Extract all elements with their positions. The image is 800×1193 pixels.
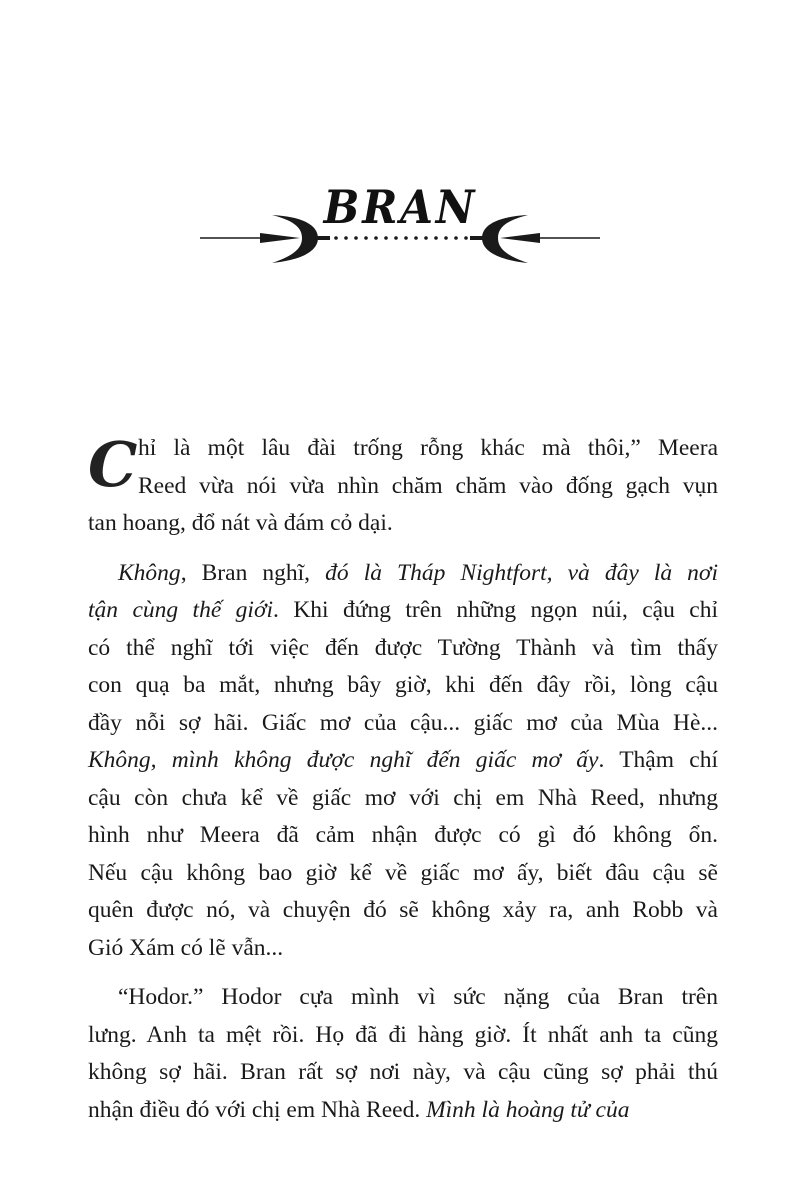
text-line — [88, 555, 718, 593]
drop-cap-letter: C — [88, 428, 138, 501]
text-segment: quên được nó, và chuyện đó sẽ không xảy ra, anh Robb và — [88, 897, 718, 923]
text-segment: lưng. Anh ta mệt rồi. Họ đã đi hàng giờ. Ít nhất anh ta cũng — [88, 1021, 718, 1048]
text-segment: tan hoang, đổ nát và đám cỏ dại. — [88, 510, 393, 536]
text-line — [88, 1092, 718, 1130]
italic-text: đó là Tháp Nightfort, và đây là nơi — [325, 559, 718, 586]
text-line — [88, 817, 718, 855]
text-line — [88, 505, 718, 543]
chapter-title: BRAN — [323, 180, 477, 234]
text-segment: hình như Meera đã cảm nhận được có gì đó không ổn. — [88, 822, 718, 848]
text-segment: , Bran nghĩ, — [180, 559, 326, 586]
chapter-ornament-icon — [200, 207, 600, 267]
text-segment: nhận điều đó với chị em Nhà Reed. — [88, 1096, 427, 1123]
text-segment: con quạ ba mắt, nhưng bây giờ, khi đến đây rồi, lòng cậu — [88, 672, 718, 698]
text-segment: Gió Xám có lẽ vẫn... — [88, 934, 284, 961]
text-segment: Nếu cậu không bao giờ kể về giấc mơ ấy, biết đâu cậu sẽ — [88, 859, 718, 886]
text-segment: không sợ hãi. Bran rất sợ nơi này, và cậu cũng sợ phải thú — [88, 1059, 718, 1085]
drop-cap — [88, 428, 138, 501]
text-line — [88, 1054, 718, 1092]
text-line — [88, 742, 718, 780]
text-segment: cậu còn chưa kể về giấc mơ với chị em Nhà Reed, nhưng — [88, 784, 718, 811]
text-line — [88, 855, 718, 893]
text-line — [88, 630, 718, 668]
italic-text: tận cùng thế giới — [88, 597, 274, 623]
text-line — [88, 979, 718, 1017]
text-segment: Reed vừa nói vừa nhìn chăm chăm vào đống gạch vụn — [138, 472, 718, 499]
text-line — [88, 892, 718, 930]
text-segment: . Thậm chí — [598, 747, 718, 773]
text-line — [88, 468, 718, 506]
italic-text: Mình là hoàng tử của — [426, 1096, 630, 1123]
italic-text: Không, mình không được nghĩ đến giấc mơ ấy — [88, 747, 599, 773]
text-line — [88, 930, 718, 968]
text-line — [88, 592, 718, 630]
text-segment: . Khi đứng trên những ngọn núi, cậu chỉ — [273, 597, 718, 623]
paragraph — [88, 430, 718, 543]
text-line — [88, 780, 718, 818]
text-line — [88, 1017, 718, 1055]
italic-text: Không — [118, 559, 181, 586]
paragraph — [88, 555, 718, 968]
chapter-body — [88, 430, 718, 1141]
text-line — [88, 430, 718, 468]
text-line — [88, 667, 718, 705]
paragraph — [88, 979, 718, 1129]
text-segment: “Hodor.” Hodor cựa mình vì sức nặng của Bran trên — [118, 984, 718, 1010]
text-segment: có thể nghĩ tới việc đến được Tường Thành và tìm thấy — [88, 634, 718, 661]
text-segment: đầy nỗi sợ hãi. Giấc mơ của cậu... giấc mơ của Mùa Hè... — [88, 709, 718, 736]
text-segment: hỉ là một lâu đài trống rỗng khác mà thôi,” Meera — [138, 435, 718, 461]
text-line — [88, 705, 718, 743]
